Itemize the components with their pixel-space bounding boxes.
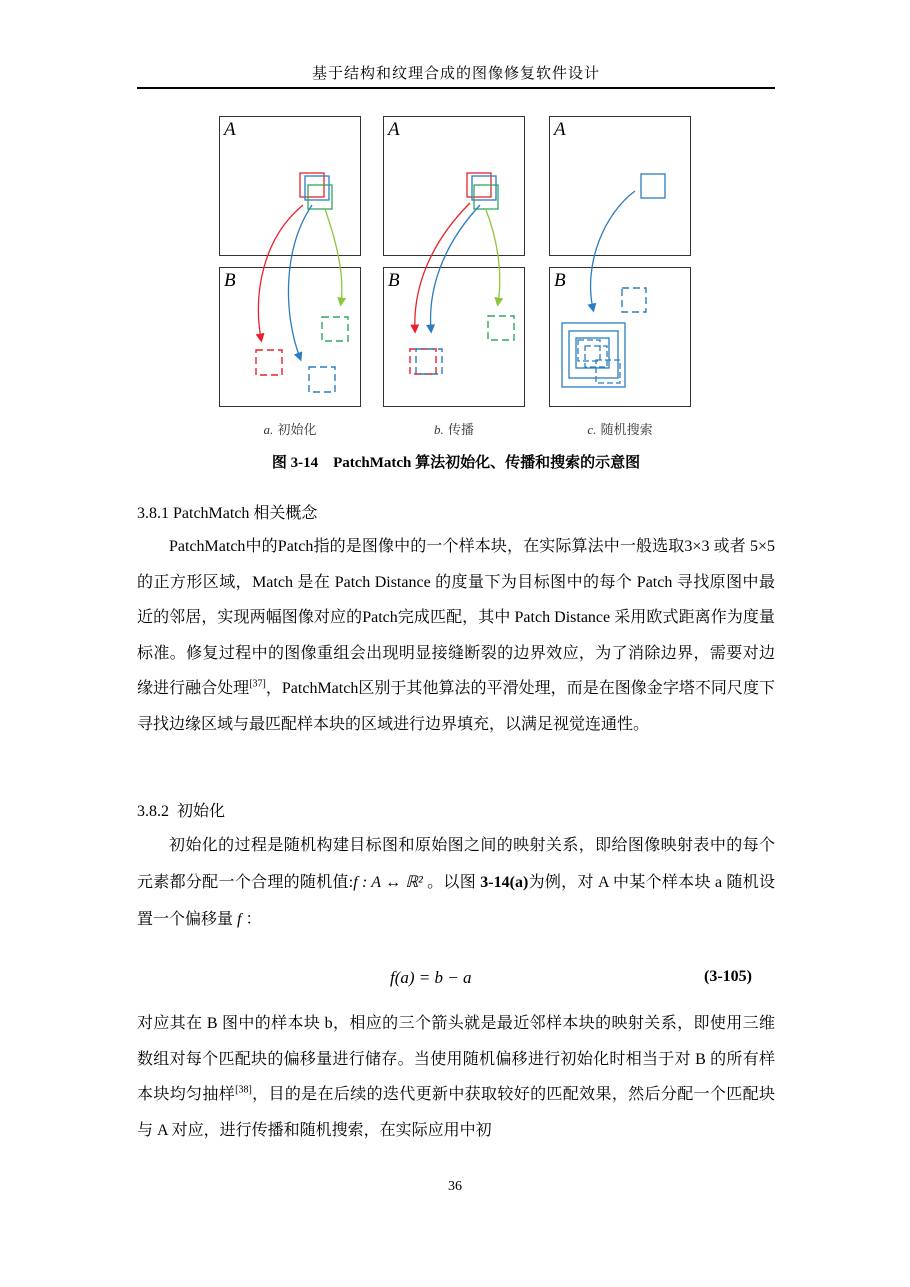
panel-label-a: A	[388, 119, 400, 140]
subcaption-b	[384, 419, 524, 438]
subcaption-text: 传播	[447, 423, 474, 438]
figure-caption: 图 3-14 PatchMatch 算法初始化、传播和搜索的示意图	[271, 455, 641, 471]
candidate-dashed	[578, 340, 600, 361]
header-rule	[137, 87, 775, 89]
section-heading-3-8-1: 3.8.1 PatchMatch 相关概念	[137, 505, 318, 522]
arrow-red	[258, 205, 303, 339]
patch-a-source-group	[300, 173, 332, 209]
paragraph-text: ，PatchMatch区别于其他算法的平滑处理，而是在图像金字塔不同尺度下寻找边缘区域与最匹配样本块的区域进行边界填充，以满足视觉连通性。	[137, 680, 775, 733]
math-mapping: f : A ↔ ℝ²	[353, 874, 423, 891]
arrow-green	[325, 209, 342, 303]
paragraph-text: 初始化的过程是随机构建目标图和原始图之间的映射关系，即给图像映射表中的每个元素都分配一个合理的随机值:	[137, 837, 775, 891]
paragraph-text: 对应其在 B 图中的样本块 b，相应的三个箭头就是最近邻样本块的映射关系，即使用三维数组对每个匹配块的偏移量进行储存。当使用随机偏移进行初始化时相当于对 B 的所有样本块均匀抽样	[137, 1015, 775, 1103]
patch-c-source	[641, 174, 665, 198]
arrow-blue	[431, 205, 480, 330]
figure-reference: 3-14(a)	[480, 874, 529, 891]
panel-label-b: B	[554, 270, 566, 291]
arrow-red	[415, 203, 470, 330]
subcaption-letter: a.	[263, 422, 274, 437]
math-offset: f	[237, 911, 242, 928]
citation: [37]	[249, 678, 266, 690]
subcaption-a	[220, 419, 360, 438]
paragraph-text: ：	[241, 911, 262, 928]
subcaption-c	[550, 419, 690, 438]
panel-label-a: A	[224, 119, 236, 140]
citation: [38]	[235, 1084, 252, 1096]
paragraph-init-cont	[137, 1006, 775, 1148]
paragraph-text: 。以图	[422, 874, 481, 891]
match-b-green	[488, 316, 514, 340]
search-window-group	[562, 323, 625, 387]
figure-diagram	[215, 113, 695, 413]
match-a-red	[256, 350, 282, 375]
match-c-dashed	[622, 288, 646, 312]
match-a-green	[322, 317, 348, 341]
paragraph-patchmatch	[137, 529, 775, 742]
paragraph-init	[137, 827, 775, 938]
patch-b-source-group	[467, 173, 498, 209]
subcaption-text: 初始化	[277, 423, 317, 438]
search-window-inner	[576, 338, 609, 368]
subcaption-letter: c.	[587, 422, 597, 437]
running-header: 基于结构和纹理合成的图像修复软件设计	[311, 64, 600, 82]
match-a-blue	[309, 367, 335, 392]
arrow-blue	[591, 191, 635, 309]
page-number: 36	[448, 1179, 462, 1194]
arrow-blue	[288, 205, 312, 358]
match-b-red	[410, 349, 436, 374]
arrow-green	[486, 210, 500, 303]
paragraph-text: 为例，对 A 中某个样本块 a 随机设置一个偏移量	[137, 874, 775, 928]
paragraph-text: PatchMatch中的Patch指的是图像中的一个样本块，在实际算法中一般选取3×3 或者 5×5 的正方形区域，Match 是在 Patch Distance 的度量下为目标图中的每个 Patch 寻找原图中最近的邻居，实现两幅图像对应的Patch完成匹配，其中 Patch Distance 采用欧式距离作为度量标准。修复过程中的图像重组会出现明显接缝断裂的边界效应，为了消除边界，需要对边缘进行融合处理	[137, 538, 775, 697]
subcaption-letter: b.	[434, 422, 444, 437]
panel-label-a: A	[554, 119, 566, 140]
candidate-dashed	[596, 360, 620, 383]
subcaption-text: 随机搜索	[600, 423, 653, 438]
section-heading-3-8-2: 3.8.2 初始化	[137, 803, 226, 820]
paragraph-text: ，目的是在后续的迭代更新中获取较好的匹配效果，然后分配一个匹配块与 A 对应，进行传播和随机搜索，在实际应用中初	[137, 1086, 775, 1139]
equation-number: (3-105)	[704, 968, 752, 985]
figure-3-14	[215, 113, 695, 443]
equation: f(a) = b − a	[390, 968, 472, 987]
panel-label-b: B	[224, 270, 236, 291]
match-b-blue	[416, 349, 442, 374]
panel-label-b: B	[388, 270, 400, 291]
